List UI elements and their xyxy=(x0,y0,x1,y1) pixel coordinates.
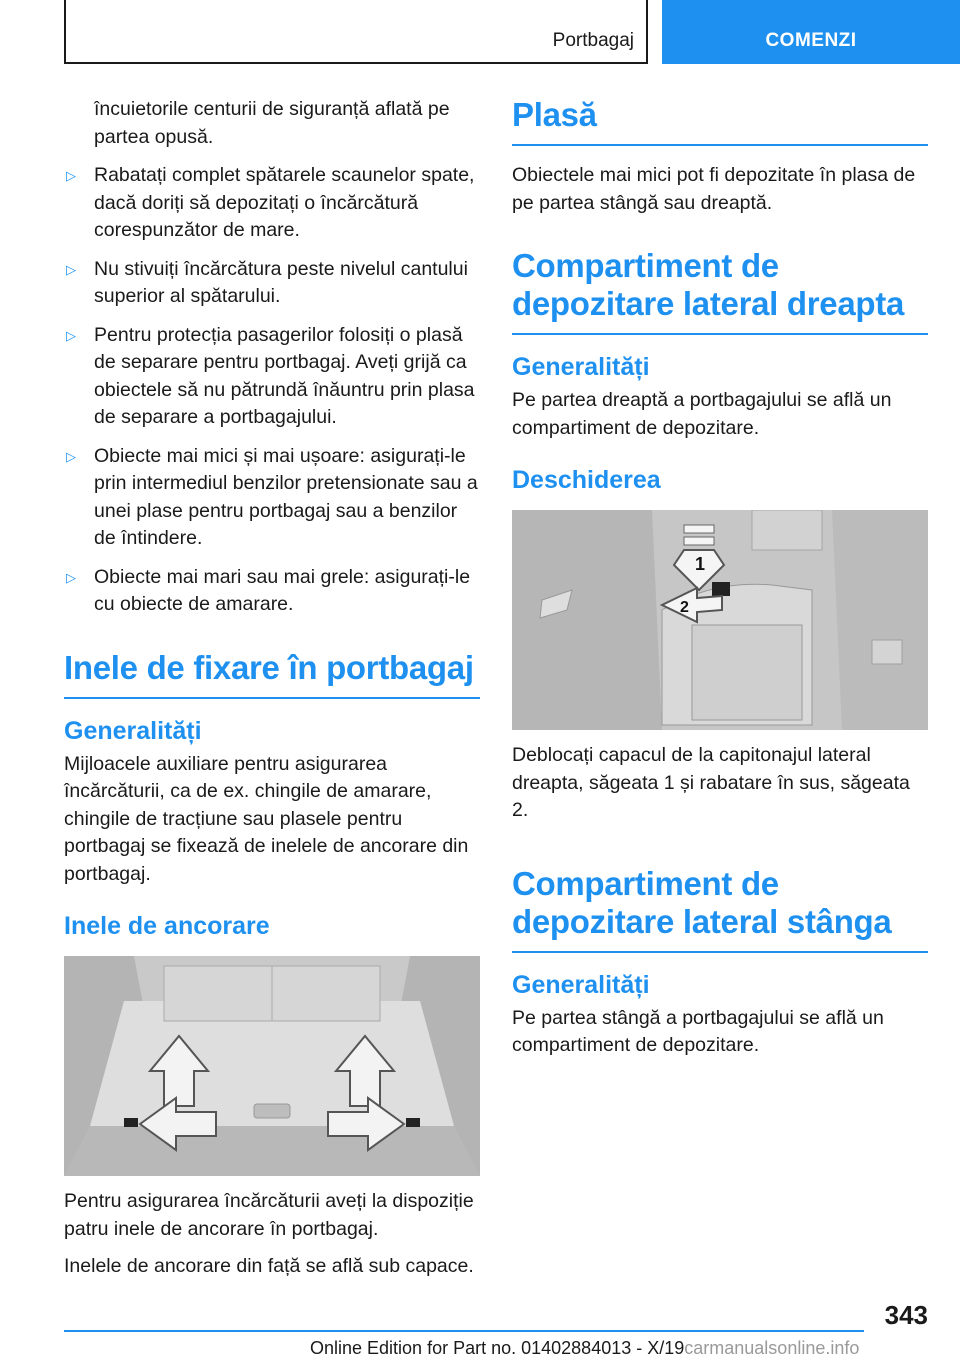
list-item-text: Pentru protecția pasagerilor folosiți o plasă de separare pentru portbagaj. Aveți grijă ca obiectele să nu pătrundă înăuntru prin plasa de separare a portbagajului. xyxy=(94,323,475,428)
front-rings-caption: Inelele de ancorare din față se află sub capace. xyxy=(64,1255,474,1277)
subsection-title-anchor-rings: Inele de ancorare xyxy=(64,912,270,940)
footer-edition-text: Online Edition for Part no. 01402884013 - X/19 xyxy=(310,1338,685,1358)
right-compartment-figure xyxy=(512,510,928,730)
list-item-text: Obiecte mai mici și mai ușoare: asigurați-le prin intermediul benzilor pretensionate sau a unei plase pentru portbagaj sau a benzilor de întindere. xyxy=(94,444,478,549)
footer-brand: carmanualsonline.info xyxy=(684,1338,860,1358)
list-item-text: Obiecte mai mari sau mai grele: asigurați-le cu obiecte de amarare. xyxy=(94,565,471,615)
section-title-net: Plasă xyxy=(512,96,928,146)
left-compartment-paragraph: Pe partea stângă a portbagajului se află un compartiment de depozitare. xyxy=(512,1006,884,1056)
figure-label-2: 2 xyxy=(680,599,689,616)
header-section-title: Portbagaj xyxy=(552,30,634,51)
anchor-rings-caption: Pentru asigurarea încărcăturii aveți la dispoziție patru inele de ancorare în portbagaj. xyxy=(64,1190,474,1240)
right-compartment-paragraph: Pe partea dreaptă a portbagajului se află un compartiment de depozitare. xyxy=(512,389,892,439)
triangle-bullet-icon: ▷ xyxy=(66,448,76,464)
right-column xyxy=(512,96,928,1060)
list-item xyxy=(64,256,480,311)
section-title-right-compartment: Compartiment de depozitare lateral dreapta xyxy=(512,247,928,335)
cargo-anchor-rings-figure xyxy=(64,956,480,1176)
list-item xyxy=(64,322,480,432)
header-box xyxy=(64,0,648,64)
triangle-bullet-icon: ▷ xyxy=(66,569,76,585)
triangle-bullet-icon: ▷ xyxy=(66,327,76,343)
header-chapter-tab[interactable] xyxy=(662,0,960,64)
section-title-left-compartment: Compartiment de depozitare lateral stânga xyxy=(512,865,928,953)
general-paragraph: Mijloacele auxiliare pentru asigurarea încărcăturii, ca de ex. chingile de amarare, chingile de tracțiune sau plasele pentru portbagaj se fixează de inelele de ancorare din portbagaj. xyxy=(64,752,469,885)
figure-label-1: 1 xyxy=(695,554,706,574)
side-trim-illustration xyxy=(512,510,928,730)
list-item xyxy=(64,162,480,245)
cargo-area-illustration xyxy=(64,956,480,1176)
triangle-bullet-icon: ▷ xyxy=(66,261,76,277)
list-item xyxy=(64,443,480,553)
subsection-title-general-left: Generalități xyxy=(512,970,650,999)
continued-bullet-text: încuietorile centurii de siguranță aflată pe partea opusă. xyxy=(94,98,450,148)
list-item-text: Nu stivuiți încărcătura peste nivelul cantului superior al spătarului. xyxy=(94,257,468,307)
subsection-title-general: Generalități xyxy=(64,716,202,745)
page-number: 343 xyxy=(884,1300,928,1330)
list-item-text: Rabatați complet spătarele scaunelor spate, dacă doriți să depozitați o încărcătură corespunzător de mare. xyxy=(94,164,475,241)
footer-divider xyxy=(64,1330,864,1332)
footer-edition xyxy=(310,1338,859,1359)
left-column xyxy=(64,96,480,1281)
header-chapter-label: COMENZI xyxy=(765,30,857,51)
opening-caption: Deblocați capacul de la capitonajul lateral dreapta, săgeata 1 și rabatare în sus, săgeata 2. xyxy=(512,744,910,821)
subsection-title-opening: Deschiderea xyxy=(512,466,661,494)
subsection-title-general-right: Generalități xyxy=(512,353,650,381)
triangle-bullet-icon: ▷ xyxy=(66,168,76,183)
net-paragraph: Obiectele mai mici pot fi depozitate în plasa de pe partea stângă sau dreaptă. xyxy=(512,164,916,214)
list-item xyxy=(64,564,480,619)
section-title-anchor-rings: Inele de fixare în portbagaj xyxy=(64,649,480,699)
